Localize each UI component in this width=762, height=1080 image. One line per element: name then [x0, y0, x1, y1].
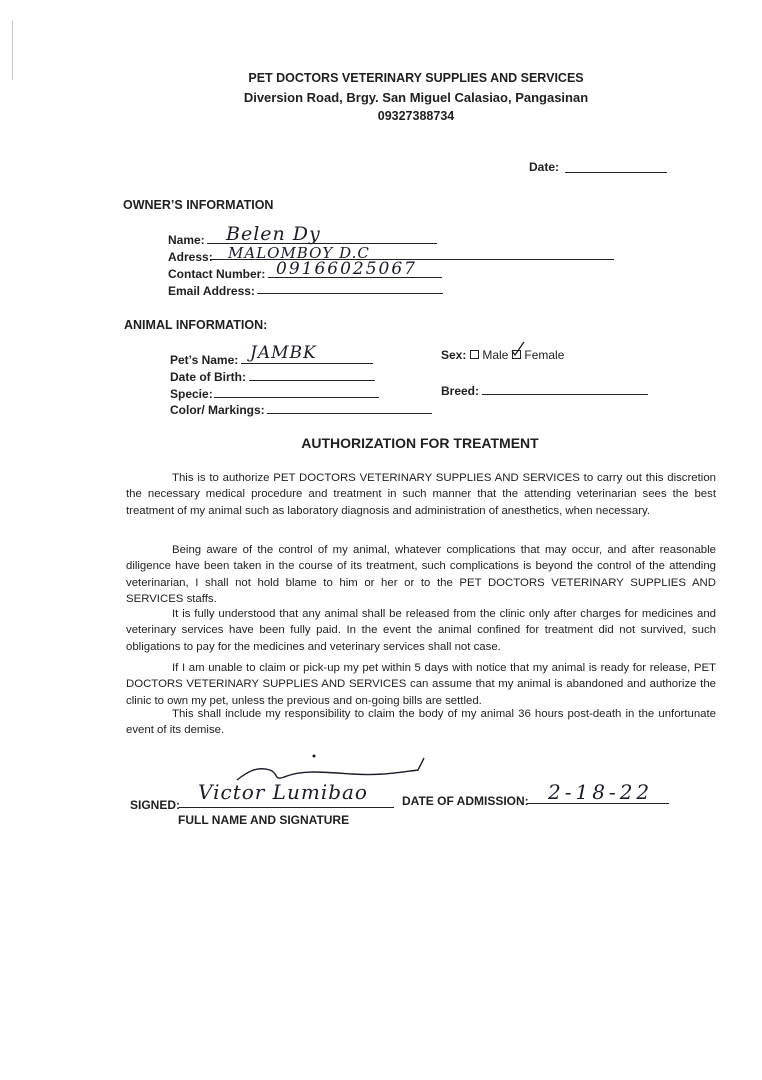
- male-label: Male: [482, 348, 509, 362]
- email-address-field[interactable]: [257, 293, 443, 294]
- male-checkbox[interactable]: [470, 350, 479, 359]
- contact-number-handwritten: 09166025067: [276, 259, 417, 279]
- signature-handwritten: Victor Lumibao: [198, 780, 368, 804]
- animal-section-title: ANIMAL INFORMATION:: [124, 318, 268, 332]
- breed-field[interactable]: [482, 394, 648, 395]
- authorization-paragraph-1: This is to authorize PET DOCTORS VETERINARY SUPPLIES AND SERVICES to carry out this discretion the necessary medical procedure and treatment in such manner that the attending veterinarian sees the best treatment of my animal such as laboratory diagnosis and administration of anesthetics, when necessary.: [126, 472, 716, 517]
- pet-name-handwritten: JAMBK: [250, 343, 317, 363]
- owner-address-label: Adress:: [168, 250, 213, 264]
- dob-field[interactable]: [249, 380, 375, 381]
- authorization-paragraph-2: Being aware of the control of my animal, whatever complications that may occur, and after reasonable diligence have been taken in the course of its treatment, such complications is beyond the control of the attending veterinarian, I shall not hold blame to him or her or to the PET DOCTORS VETERINARY SUPPLIES AND SERVICES staffs.: [126, 544, 716, 606]
- scan-edge: [12, 20, 13, 80]
- sex-label: Sex:: [441, 348, 467, 362]
- company-name: PET DOCTORS VETERINARY SUPPLIES AND SERVICES: [248, 71, 584, 85]
- signature-field[interactable]: [179, 807, 394, 808]
- full-name-signature-label: FULL NAME AND SIGNATURE: [178, 813, 350, 827]
- owner-name-label: Name:: [168, 233, 205, 247]
- owner-address-handwritten: MALOMBOY D.C: [228, 244, 370, 262]
- female-label: Female: [524, 348, 565, 362]
- dob-label: Date of Birth:: [170, 370, 246, 384]
- email-address-label: Email Address:: [168, 284, 255, 298]
- date-label: Date:: [529, 160, 560, 174]
- date-of-admission-label: DATE OF ADMISSION:: [402, 794, 529, 808]
- company-address: Diversion Road, Brgy. San Miguel Calasiao, Pangasinan: [243, 90, 589, 105]
- pet-name-field[interactable]: [241, 363, 373, 364]
- authorization-title: AUTHORIZATION FOR TREATMENT: [301, 435, 539, 451]
- authorization-paragraph-4: If I am unable to claim or pick-up my pet within 5 days with notice that my animal is ready for release, PET DOCTORS VETERINARY SUPPLIES AND SERVICES can assume that my animal is abandoned and authorize the clinic to own my pet, unless the previous and on-going bills are settled.: [126, 662, 716, 707]
- specie-field[interactable]: [214, 397, 379, 398]
- owner-section-title: OWNER’S INFORMATION: [123, 198, 274, 212]
- sex-row: [441, 348, 564, 362]
- female-checkbox[interactable]: [512, 350, 521, 359]
- color-markings-field[interactable]: [267, 413, 432, 414]
- breed-label: Breed:: [441, 384, 480, 398]
- signed-label: SIGNED:: [130, 798, 181, 812]
- check-mark-icon: [511, 341, 525, 357]
- specie-label: Specie:: [170, 387, 213, 401]
- date-of-admission-handwritten: 2-18-22: [548, 780, 654, 804]
- company-phone: 09327388734: [377, 109, 455, 123]
- authorization-paragraph-3: It is fully understood that any animal shall be released from the clinic only after charges for medicines and veterinary services have been fully paid. In the event the animal confined for treatment did not survived, such obligations to pay for the medicines and veterinary services shall not case.: [126, 608, 716, 653]
- authorization-paragraph-5: This shall include my responsibility to claim the body of my animal 36 hours post-death in the unfortunate event of its demise.: [126, 708, 716, 737]
- owner-name-handwritten: Belen Dy: [226, 223, 321, 245]
- pet-name-label: Pet’s Name:: [170, 353, 239, 367]
- contact-number-label: Contact Number:: [168, 267, 266, 281]
- color-markings-label: Color/ Markings:: [170, 403, 265, 417]
- date-field[interactable]: [565, 172, 667, 173]
